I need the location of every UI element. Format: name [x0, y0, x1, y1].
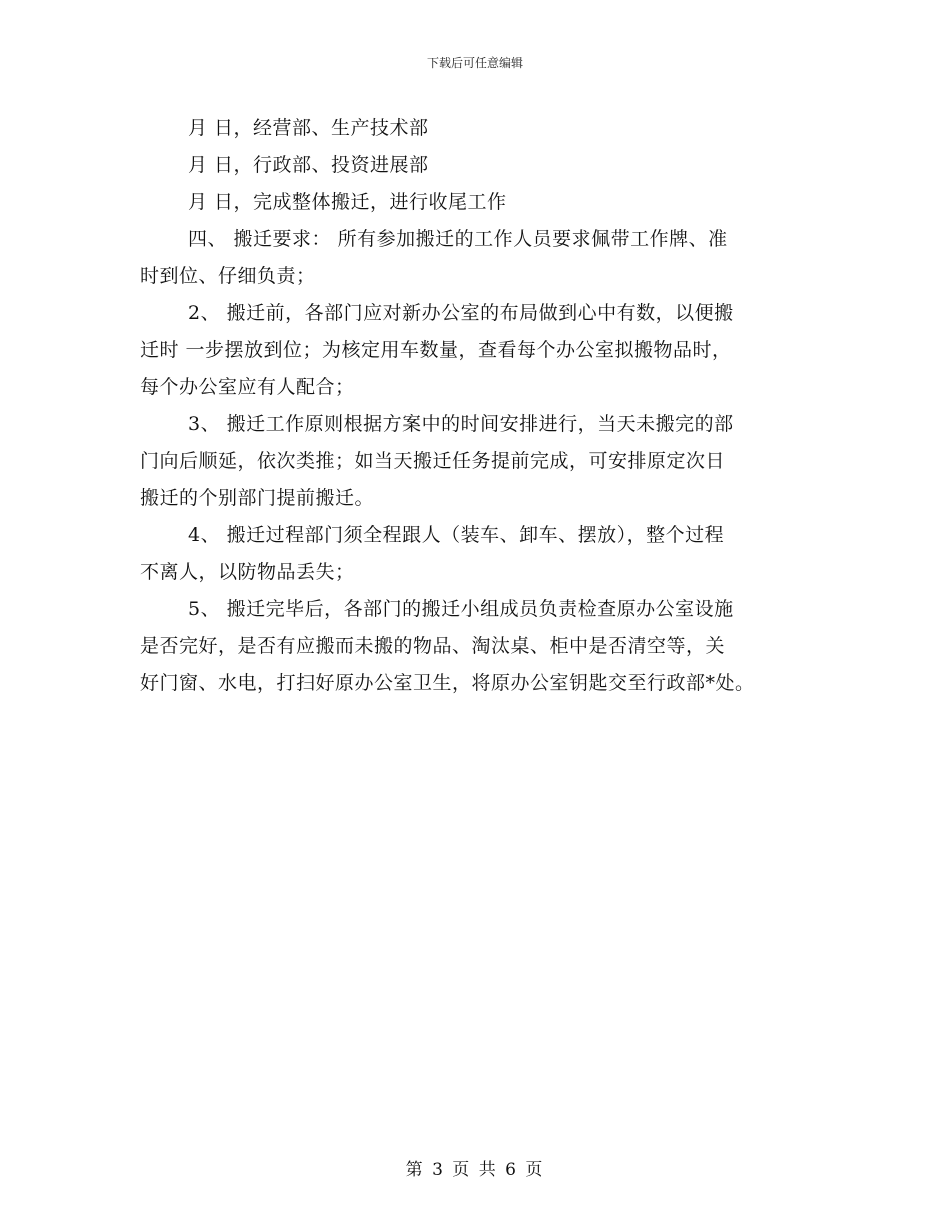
text-line: 每个办公室应有人配合； — [140, 376, 355, 398]
text-line: 时到位、仔细负责； — [140, 265, 316, 287]
text-line: 月 日，完成整体搬迁，进行收尾工作 — [188, 191, 507, 213]
text-line: 四、 搬迁要求： 所有参加搬迁的工作人员要求佩带工作牌、准 — [188, 228, 728, 250]
text-line: 搬迁的个别部门提前搬迁。 — [140, 487, 375, 509]
page-header: 下载后可任意编辑 — [426, 56, 523, 70]
document-body — [140, 110, 810, 702]
text-line: 5、 搬迁完毕后，各部门的搬迁小组成员负责检查原办公室设施 — [188, 598, 734, 620]
text-line: 3、 搬迁工作原则根据方案中的时间安排进行，当天未搬完的部 — [188, 413, 734, 435]
text-line: 不离人，以防物品丢失； — [140, 561, 355, 583]
text-line: 是否完好，是否有应搬而未搬的物品、淘汰桌、柜中是否清空等，关 — [140, 635, 726, 657]
text-line: 4、 搬迁过程部门须全程跟人（装车、卸车、摆放），整个过程 — [188, 524, 725, 546]
page-number: 第 3 页 共 6 页 — [405, 1160, 545, 1180]
text-line: 好门窗、水电，打扫好原办公室卫生，将原办公室钥匙交至行政部*处。 — [140, 672, 755, 694]
text-line: 月 日，行政部、投资进展部 — [188, 154, 429, 176]
text-line: 月 日，经营部、生产技术部 — [188, 117, 429, 139]
text-line: 迁时 一步摆放到位；为核定用车数量，查看每个办公室拟搬物品时， — [140, 339, 732, 361]
text-line: 门向后顺延，依次类推；如当天搬迁任务提前完成，可安排原定次日 — [140, 450, 726, 472]
text-line: 2、 搬迁前，各部门应对新办公室的布局做到心中有数，以便搬 — [188, 302, 734, 324]
